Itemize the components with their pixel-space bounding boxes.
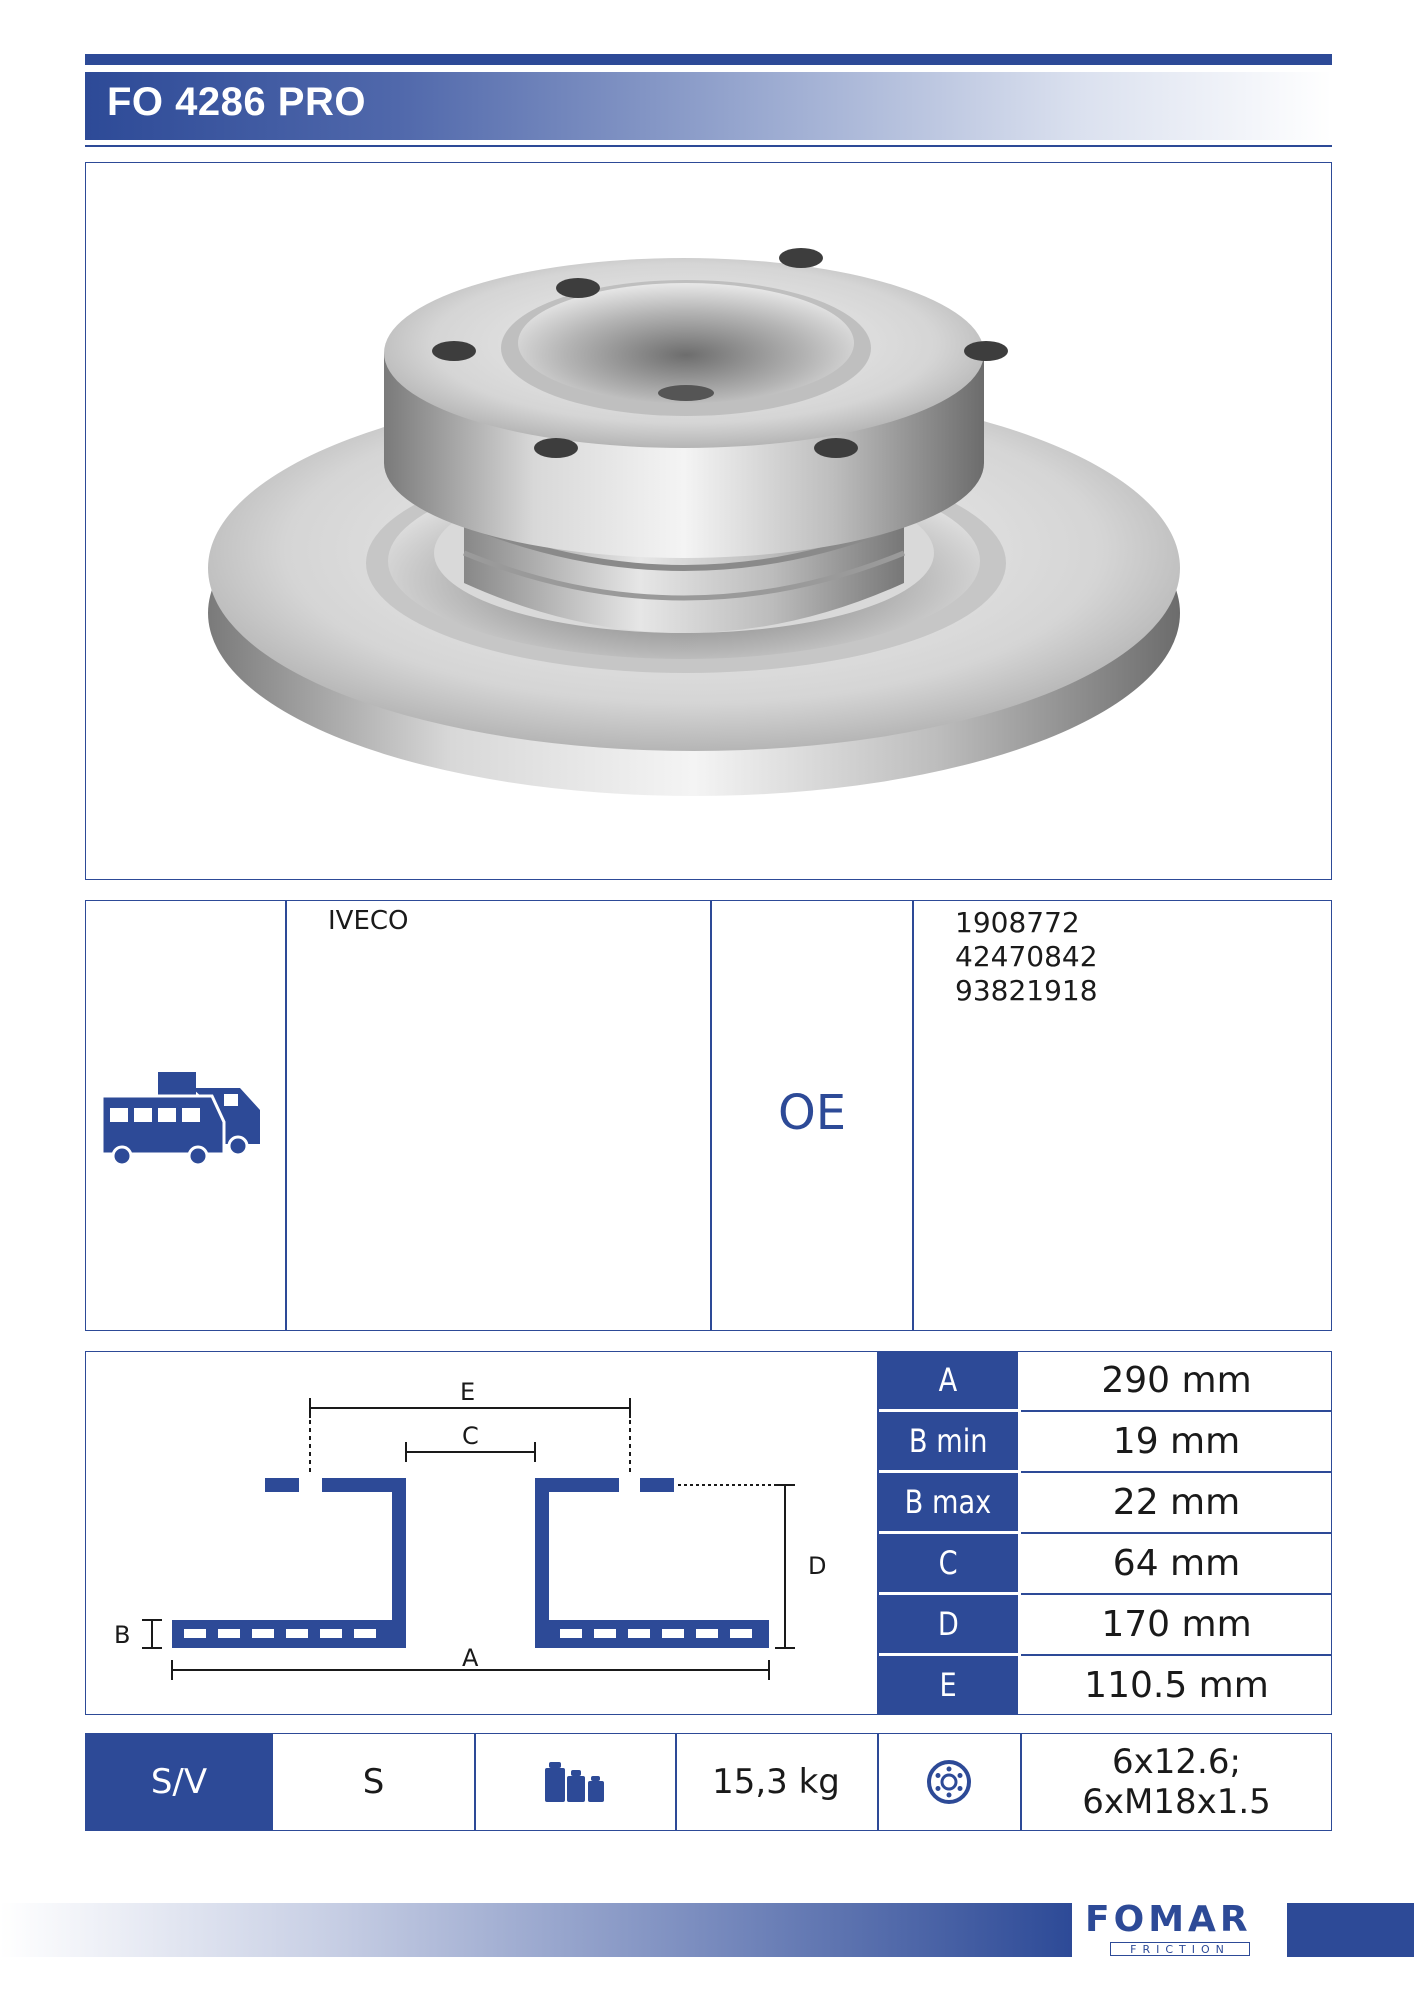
van-truck-icon [100, 1068, 272, 1171]
sv-label: S/V [85, 1733, 273, 1831]
dim-key-a: A [878, 1351, 1018, 1409]
bolt-pattern-value [1021, 1733, 1332, 1831]
label-c: C [462, 1422, 479, 1450]
header-top-rule [85, 54, 1332, 65]
application-table [85, 900, 1332, 1331]
dim-key-d: D [878, 1595, 1018, 1653]
dim-value-d: 170 mm [1101, 1603, 1252, 1645]
brand-logo: FOMAR [1085, 1899, 1252, 1940]
label-a: A [462, 1644, 479, 1672]
dim-value-b-max: 22 mm [1112, 1481, 1241, 1523]
dim-key-e: E [878, 1656, 1018, 1714]
weights-icon [475, 1733, 675, 1831]
bolt-pattern-icon [878, 1733, 1020, 1831]
bolt-line-1: 6x12.6; [1112, 1742, 1241, 1782]
oe-number-3: 93821918 [955, 974, 1098, 1007]
oe-label: OE [777, 1085, 847, 1141]
oe-number-2: 42470842 [955, 940, 1098, 973]
brand-subtitle: FRICTION [1110, 1942, 1250, 1956]
cross-section-diagram [100, 1370, 860, 1705]
app-divider-3 [912, 900, 914, 1331]
oe-number-1: 1908772 [955, 906, 1080, 939]
label-b: B [114, 1621, 131, 1649]
dim-value-e: 110.5 mm [1084, 1664, 1269, 1706]
dim-value-b-min: 19 mm [1112, 1420, 1241, 1462]
dim-key-b-max: B max [878, 1473, 1018, 1531]
label-e: E [460, 1378, 476, 1406]
footer-gradient [0, 1903, 1072, 1957]
dim-key-c: C [878, 1534, 1018, 1592]
title-underline [85, 145, 1332, 147]
product-code: FO 4286 PRO [107, 80, 366, 124]
dim-value-a: 290 mm [1101, 1359, 1252, 1401]
dim-value-c: 64 mm [1112, 1542, 1241, 1584]
product-image-frame [85, 162, 1332, 880]
bolt-line-2: 6xM18x1.5 [1082, 1782, 1271, 1822]
weight-value: 15,3 kg [712, 1762, 840, 1802]
app-divider-1 [285, 900, 287, 1331]
brake-disc-image [86, 163, 1330, 878]
sv-value: S [362, 1762, 385, 1802]
manufacturer: IVECO [328, 906, 409, 936]
footer-blue-block [1287, 1903, 1414, 1957]
label-d: D [808, 1552, 827, 1580]
dim-key-b-min: B min [878, 1412, 1018, 1470]
